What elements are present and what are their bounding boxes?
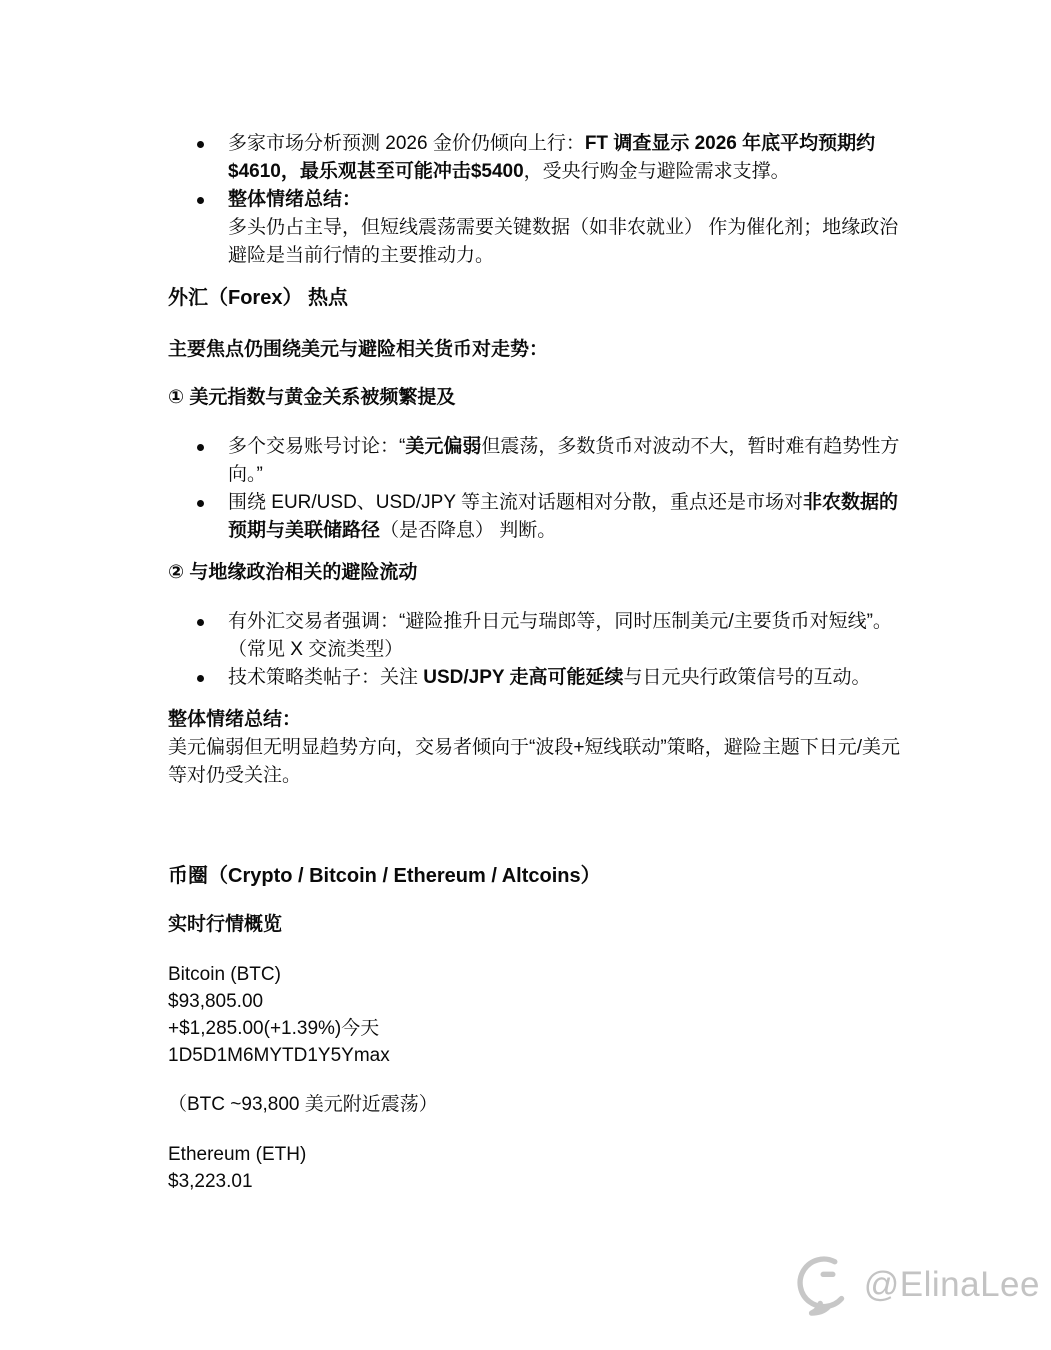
forex-subsection-1-heading: ① 美元指数与黄金关系被频繁提及 [168, 387, 456, 408]
watermark [797, 1254, 1040, 1316]
forex-bullet-usdjpy: 技术策略类帖子：关注 USD/JPY 走高可能延续与日元央行政策信号的互动。 [168, 664, 904, 692]
forex-subsection-2-heading: ② 与地缘政治相关的避险流动 [168, 562, 418, 583]
forex-bullet-safe-haven: 有外汇交易者强调：“避险推升日元与瑞郎等，同时压制美元/主要货币对短线”。（常见 X 交流类型） [168, 608, 904, 664]
forex-subsection-1-list [168, 433, 904, 545]
ethereum-name: Ethereum (ETH) [168, 1144, 307, 1165]
crypto-subtitle: 实时行情概览 [168, 914, 283, 935]
forex-summary [168, 706, 904, 790]
forex-summary-label: 整体情绪总结： [168, 709, 302, 730]
bitcoin-range-tabs: 1D5D1M6MYTD1Y5Ymax [168, 1045, 390, 1066]
forex-subsection-2-list [168, 608, 904, 692]
ethereum-price: $3,223.01 [168, 1171, 253, 1192]
forex-bullet-pairs: 围绕 EUR/USD、USD/JPY 等主流对话题相对分散，重点还是市场对非农数据的预期与美联储路径（是否降息） 判断。 [168, 489, 904, 545]
gold-bullet-forecast: 多家市场分析预测 2026 金价仍倾向上行：FT 调查显示 2026 年底平均预期约$4610，最乐观甚至可能冲击$5400，受央行购金与避险需求支撑。 [168, 130, 904, 186]
watermark-handle: @ElinaLee [863, 1265, 1040, 1304]
bitcoin-change: +$1,285.00(+1.39%)今天 [168, 1018, 380, 1039]
ethereum-quote [168, 1141, 904, 1195]
gold-bullet-sentiment: 整体情绪总结： 多头仍占主导，但短线震荡需要关键数据（如非农就业） 作为催化剂；地缘政治避险是当前行情的主要推动力。 [168, 186, 904, 270]
bitcoin-price: $93,805.00 [168, 991, 264, 1012]
profile-chat-logo-icon [797, 1254, 859, 1316]
bitcoin-note: （BTC ~93,800 美元附近震荡） [168, 1094, 438, 1115]
forex-intro: 主要焦点仍围绕美元与避险相关货币对走势： [168, 339, 549, 360]
forex-bullet-usd-weak: 多个交易账号讨论：“美元偏弱但震荡，多数货币对波动不大，暂时难有趋势性方向。” [168, 433, 904, 489]
document-body [168, 130, 904, 1195]
bitcoin-quote [168, 961, 904, 1069]
forex-summary-text: 美元偏弱但无明显趋势方向，交易者倾向于“波段+短线联动”策略，避险主题下日元/美元等对仍受关注。 [168, 737, 901, 786]
forex-section-title: 外汇（Forex） 热点 [168, 287, 349, 309]
bitcoin-name: Bitcoin (BTC) [168, 964, 281, 985]
gold-summary-list [168, 130, 904, 270]
crypto-section-title: 币圈（Crypto / Bitcoin / Ethereum / Altcoins） [168, 865, 601, 887]
